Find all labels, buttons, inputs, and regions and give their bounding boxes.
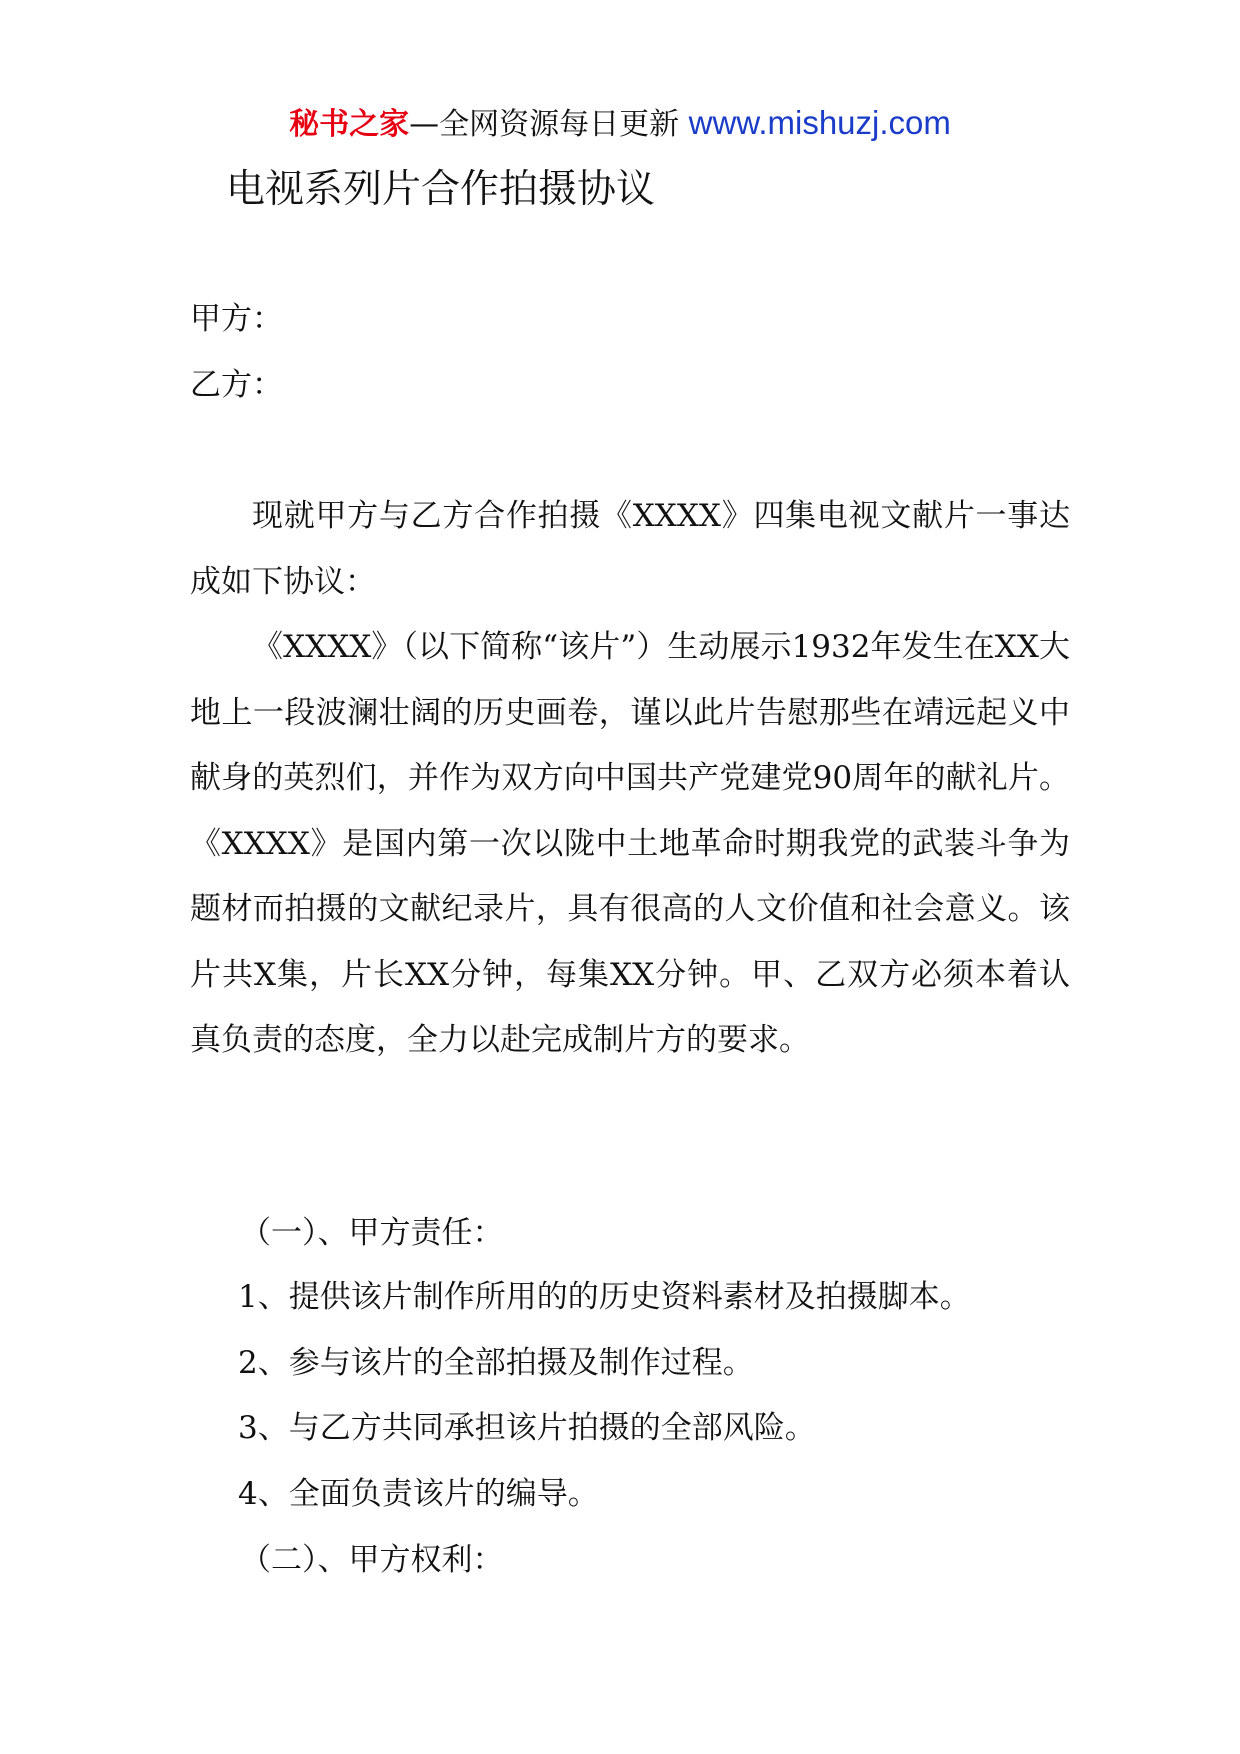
party-b-label: 乙方： xyxy=(190,367,283,403)
party-a-label: 甲方： xyxy=(190,301,283,337)
description-paragraph-block xyxy=(190,615,1070,1074)
list-item: 4、全面负责该片的编导。 xyxy=(238,1475,599,1512)
list-item: 2、参与该片的全部拍摄及制作过程。 xyxy=(238,1344,754,1381)
intro-paragraph-block xyxy=(190,484,1070,615)
section-heading-party-a-duties: （一）、甲方责任： xyxy=(240,1215,504,1251)
list-item: 3、与乙方共同承担该片拍摄的全部风险。 xyxy=(238,1410,816,1446)
document-title: 电视系列片合作拍摄协议 xyxy=(226,167,656,212)
site-brand: 秘书之家 xyxy=(289,107,410,142)
site-tagline: —全网资源每日更新 xyxy=(409,107,680,142)
list-item: 1、提供该片制作所用的的历史资料素材及拍摄脚本。 xyxy=(238,1279,971,1315)
site-url-link[interactable]: www.mishuzj.com xyxy=(688,104,951,141)
intro-paragraph: 现就甲方与乙方合作拍摄《XXXX》四集电视文献片一事达成如下协议： xyxy=(190,498,1070,600)
site-header xyxy=(0,100,1240,148)
section-heading-party-a-rights: （二）、甲方权利： xyxy=(240,1542,504,1578)
party-a-duties-list xyxy=(238,1276,971,1538)
description-paragraph: 《XXXX》（以下简称“该片”）生动展示1932年发生在XX大地上一段波澜壮阔的历史画卷，谨以此片告慰那些在靖远起义中献身的英烈们，并作为双方向中国共产党建党90周年的献礼片。《XXXX》是国内第一次以陇中土地革命时期我党的武装斗争为题材而拍摄的文献纪录片，具有很高的人文价值和社会意义。该片共X集，片长XX分钟，每集XX分钟。甲、乙双方必须本着认真负责的态度，全力以赴完成制片方的要求。 xyxy=(190,629,1070,1058)
